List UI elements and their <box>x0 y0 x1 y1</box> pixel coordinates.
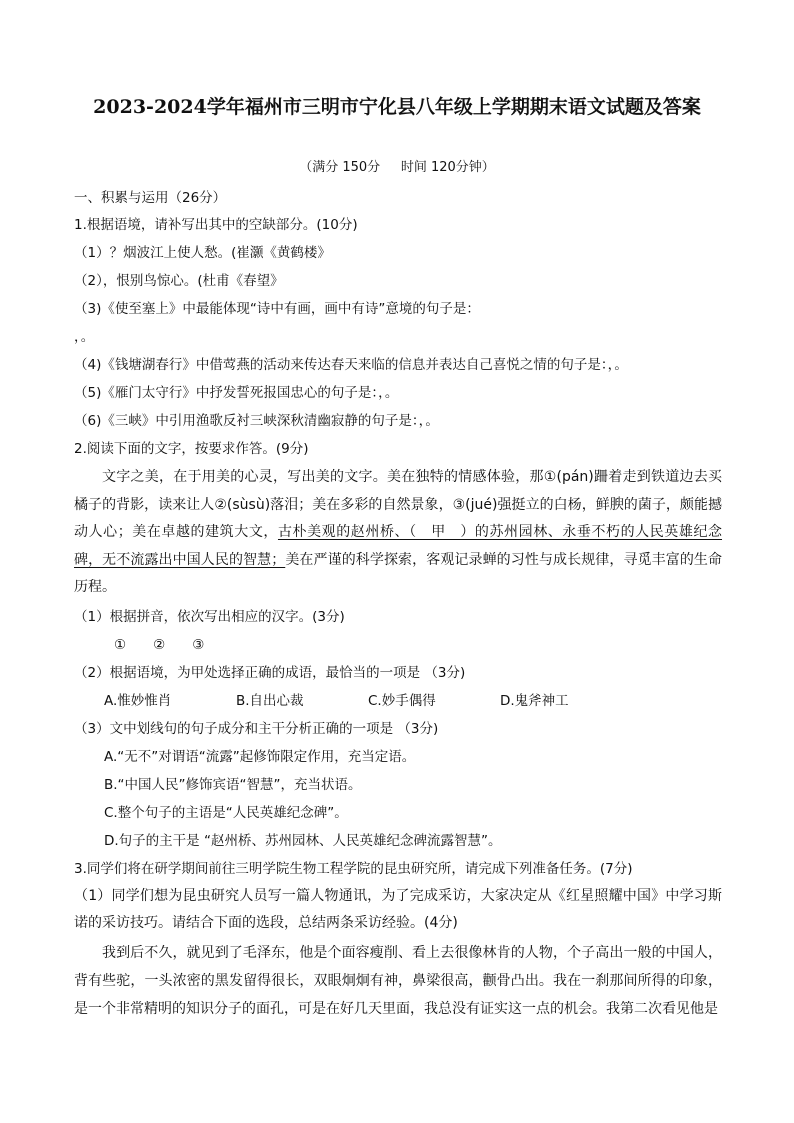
q2-sub1-blanks: ① ② ③ <box>114 637 205 653</box>
option-a: A.惟妙惟肖 <box>104 693 172 709</box>
q2-sub1: （1）根据拼音，依次写出相应的汉字。(3分) <box>74 609 345 625</box>
q2-sub3-option-c: C.整个句子的主语是“人民英雄纪念碑”。 <box>104 805 348 821</box>
q2-passage-after: 美在严谨的科学探索，客观记录蝉的习性与成长规律，寻觅丰富的生命历程。 <box>74 551 723 595</box>
q2-passage-before: 文字之美，在于用美的心灵，写出美的文字。美在独特的情感体验，那①(pán)跚着走到铁道边去买橘子的背影，读来让人②(sùsù)落泪；美在多彩的自然景象，③(jué)强挺立的白杨，鲜腴的菌子，颇能撼动人心；美在卓越的建筑大文， <box>74 469 722 540</box>
q2-sub2-options <box>104 691 632 711</box>
q1-item-3-blank: ，。 <box>74 329 95 345</box>
q2-sub3-option-d: D.句子的主干是 “赵州桥、苏州园林、人民英雄纪念碑流露智慧”。 <box>104 833 502 849</box>
q1-item-5: （5)《雁门太守行》中抒发誓死报国忠心的句子是：，。 <box>74 385 399 401</box>
q3-stem: 3.同学们将在研学期间前往三明学院生物工程学院的昆虫研究所，请完成下列准备任务。(7分) <box>74 861 633 877</box>
q1-stem: 1.根据语境，请补写出其中的空缺部分。(10分) <box>74 217 358 233</box>
q3-passage: 我到后不久，就见到了毛泽东，他是个面容瘦削、看上去很像林肯的人物，个子高出一般的中国人，背有些驼，一头浓密的黑发留得很长，双眼炯炯有神，鼻梁很高，颧骨凸出。我在一刹那间所得的印象，是一个非常精明的知识分子的面孔，可是在好几天里面，我总没有证实这一点的机会。我第二次看见他是 <box>74 945 722 1017</box>
q2-underlined-sentence: 古朴美观的赵州桥、（ 甲 ）的苏州园林、永垂不朽的人民英雄纪念碑，无不流露出中国人民的智慧； <box>74 524 723 568</box>
exam-title: 2023-2024学年福州市三明市宁化县八年级上学期期末语文试题及答案 <box>93 96 701 118</box>
q1-item-2: （2），恨别鸟惊心。(杜甫《春望》 <box>74 273 284 289</box>
q1-item-3: （3)《使至塞上》中最能体现“诗中有画，画中有诗”意境的句子是： <box>74 301 480 317</box>
q1-item-6: （6)《三峡》中引用渔歌反衬三峡深秋清幽寂静的句子是：，。 <box>74 413 439 429</box>
q2-passage <box>74 464 722 602</box>
q1-item-1: （1）？烟波江上使人愁。(崔灏《黄鹤楼》 <box>74 245 331 261</box>
q2-sub3-option-b: B.“中国人民”修饰宾语“智慧”，充当状语。 <box>104 777 362 793</box>
option-c: C.妙手偶得 <box>368 693 436 709</box>
q2-sub3: （3）文中划线句的句子成分和主干分析正确的一项是 （3分) <box>74 721 439 737</box>
option-b: B.自出心裁 <box>236 693 304 709</box>
q2-sub2: （2）根据语境，为甲处选择正确的成语，最恰当的一项是 （3分) <box>74 665 466 681</box>
exam-subtitle: （满分 150分 时间 120分钟） <box>299 160 495 175</box>
option-d: D.鬼斧神工 <box>500 693 569 709</box>
section-heading: 一、积累与运用（26分） <box>74 190 227 206</box>
q2-sub3-option-a: A.“无不”对谓语“流露”起修饰限定作用，充当定语。 <box>104 749 416 765</box>
q2-stem: 2.阅读下面的文字，按要求作答。(9分) <box>74 441 309 457</box>
q3-sub1: （1）同学们想为昆虫研究人员写一篇人物通讯，为了完成采访，大家决定从《红星照耀中国》中学习斯诺的采访技巧。请结合下面的选段，总结两条采访经验。(4分) <box>74 888 722 931</box>
q1-item-4: （4)《钱塘湖春行》中借莺燕的活动来传达春天来临的信息并表达自己喜悦之情的句子是：，。 <box>74 357 628 373</box>
